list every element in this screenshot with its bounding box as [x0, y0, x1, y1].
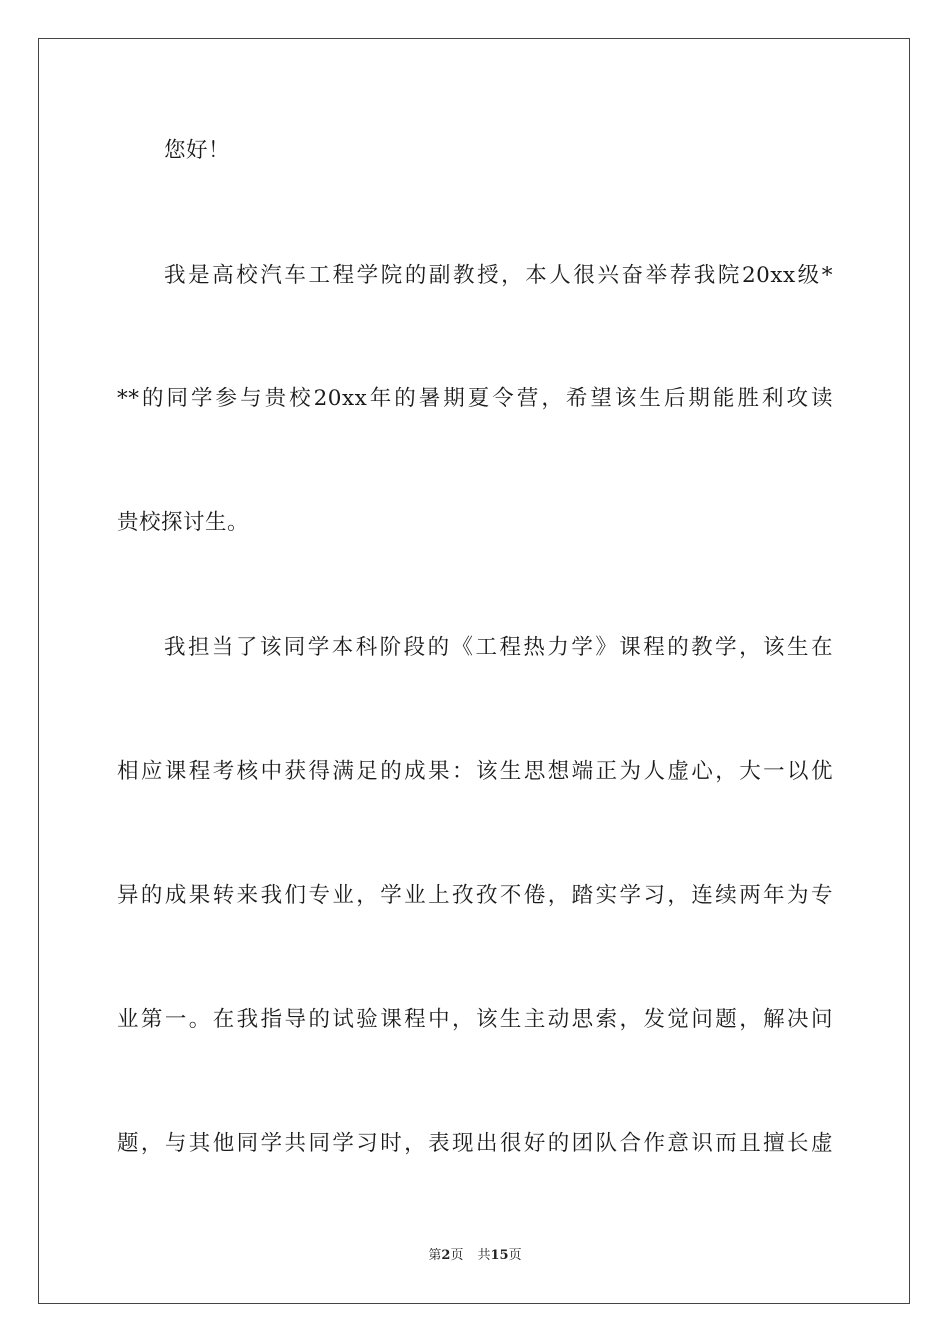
total-prefix: 共	[477, 1248, 491, 1263]
page-prefix: 第	[428, 1248, 442, 1263]
paragraph-2-line-5: 题，与其他同学共同学习时，表现出很好的团队合作意识而且擅长虚	[117, 1131, 833, 1156]
page-footer	[0, 1248, 950, 1264]
paragraph-2-line-3: 异的成果转来我们专业，学业上孜孜不倦，踏实学习，连续两年为专	[117, 883, 833, 908]
page-total: 15	[490, 1248, 509, 1263]
page-number: 2	[441, 1248, 451, 1263]
total-suffix: 页	[508, 1248, 522, 1263]
paragraph-2-line-1: 我担当了该同学本科阶段的《工程热力学》课程的教学，该生在	[164, 635, 833, 660]
paragraph-1-line-2: **的同学参与贵校20xx年的暑期夏令营，希望该生后期能胜利攻读	[117, 386, 833, 411]
page-suffix: 页	[450, 1248, 464, 1263]
paragraph-1-line-1: 我是高校汽车工程学院的副教授，本人很兴奋举荐我院20xx级*	[164, 263, 833, 288]
paragraph-1-line-3: 贵校探讨生。	[117, 510, 250, 535]
paragraph-2-line-4: 业第一。在我指导的试验课程中，该生主动思索，发觉问题，解决问	[117, 1007, 833, 1032]
paragraph-2-line-2: 相应课程考核中获得满足的成果：该生思想端正为人虚心，大一以优	[117, 759, 833, 784]
page-border	[38, 38, 910, 1304]
salutation: 您好！	[164, 138, 231, 163]
